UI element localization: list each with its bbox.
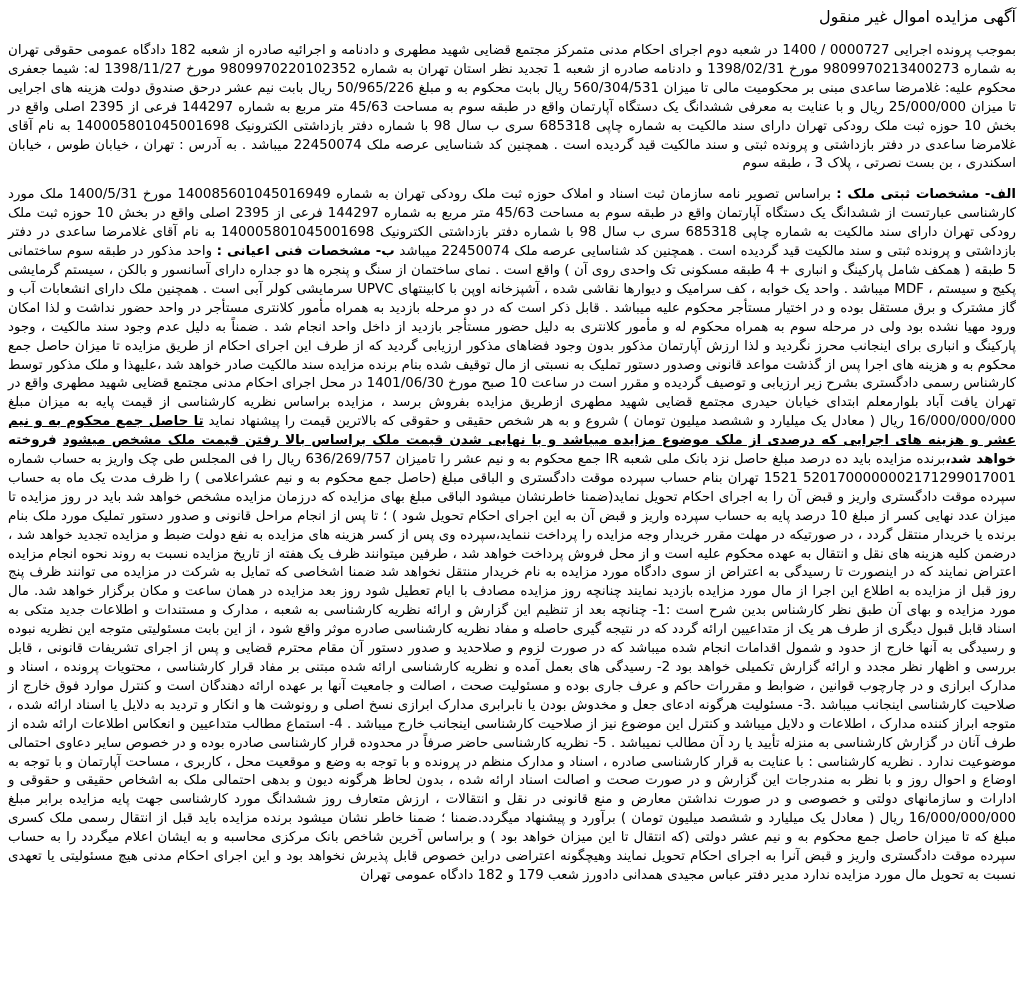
notice-title: آگهی مزایده اموال غیر منقول [819,7,1016,26]
intro-paragraph: بموجب پرونده اجرایی 0000727 / 1400 در شعبه دوم اجرای احکام مدنی متمرکز مجتمع قضایی شهید مطهری و دادنامه و اجرائیه صادره از شعبه 182 دادگاه عمومی حقوقی تهران به شماره 9809970213400273 مورخ 1398/02/31 و دادنامه صادره از شعبه 1 تجدید نظر استان تهران به شماره 9809970220102352 مورخ 1398/11/27 له: شیما جعفری محکوم علیه: غلامرضا ساعدی مبنی بر محکومیت مالی تا میزان 560/304/531 ریال بابت محکوم به و مبلغ 50/965/226 ریال بابت نیم عشر درحق صندوق دولت هزینه های اجرایی تا میزان 25/000/000 ریال و با عنایت به معرفی ششدانگ یک دستگاه آپارتمان واقع در طبقه سوم به مساحت 45/63 متر مربع به شماره 144297 فرعی از 2395 اصلی واقع در بخش 10 حوزه ثبت ملک رودکی تهران دارای سند مالکیت به شماره چاپی 685318 سری ب سال 98 با شماره دفتر بازداشتی الکترونیک 140005801045001698 به نام آقای غلامرضا ساعدی در دفتر بازداشتی و پرونده ثبتی و سند مالکیت قید گردیده است . همچنین کد شناسایی عرصه ملک 22450074 میباشد . به آدرس : تهران ، خیابان طوس ، خیابان اسکندری ، بن بست نصرتی ، پلاک 3 ، طبقه سوم [8,43,1017,172]
sale-condition-bold: فروخته خواهد شد، [8,433,1016,468]
details-paragraph [8,186,1016,886]
section-b-text: واحد مذکور در طبقه سوم ساختمانی 5 طبقه ( همکف شامل پارکینگ و انباری + 4 طبقه مسکونی تک واحدی روی آن ) واقع است . نمای ساختمان از سنگ و پنجره ها دو جداره دارای آسانسور و بالکن ، سیستم گرمایشی پکیج و سیستم ، MDF میباشد . واحد یک خوابه ، کف سرامیک و دیوارها نقاشی شده ، آشپزخانه اوپن با کابینتهای UPVC سرمایشی کولر آبی است . همچنین ملک دارای انشعابات آب و گاز مشترک و برق مستقل بوده و در اختیار مستأجر محکوم علیه میباشد . قابل ذکر است که در دو مرحله بازدید به همراه مأمور کلانتری مستأجر در واحد حضور نداشت و لذا امکان ورود مهیا نشده بود ولی در مرحله سوم به همراه محکوم له و مأمور کلانتری به دلیل حضور مستأجر بازدید از داخل واحد انجام شد . ضمناً به دلیل عدم وجود سند مالکیت ، وجود پارکینگ و انباری برای اینجانب محرز نگردید و لذا ارزش آپارتمان مذکور بدون وجود فضاهای مذکور ارزیابی گردید که از طرف این اجرای احکام از طریق مزایده تا میزان حاصل جمع محکوم به و هزینه های اجرا پس از گذشت مواعد قانونی وصدور دستور تملیک به نسبتی از مال توقیف شده بنام برنده مزایده سند مالکیت صادر خواهد شد ،علیهذا و ملک مذکور توسط کارشناس رسمی دادگستری بشرح زیر ارزیابی و توصیف گردیده و مقرر است در ساعت 10 صبح مورخ 1401/06/30 در محل اجرای احکام مدنی مجتمع قضایی شهید مطهری واقع در تهران یافت آباد بلوارمعلم ابتدای خیابان حیدری مجتمع قضایی شهید مطهری ازطریق مزایده بفروش برسد ، مزایده براساس نظریه کارشناسی از قیمت پایه به میزان مبلغ 16/000/000/000 ریال ( معادل یک میلیارد و ششصد میلیون تومان ) شروع و به هر شخص حقیقی و حقوقی که بالاترین قیمت را پیشنهاد نماید [8,244,1017,430]
section-a-text: براساس تصویر نامه سازمان ثبت اسناد و املاک حوزه ثبت ملک رودکی تهران به شماره 140085601045016949 مورخ 1400/5/31 ملک مورد کارشناسی عبارتست از ششدانگ یک دستگاه آپارتمان واقع در طبقه سوم به مساحت 45/63 متر مربع به شماره 144297 فرعی از 2395 اصلی واقع در بخش 10 حوزه ثبت ملک رودکی تهران دارای سند مالکیت به شماره چاپی 685318 سری ب سال 98 با شماره دفتر بازداشتی الکترونیک 140005801045001698 به نام آقای غلامرضا ساعدی در دفتر بازداشتی و پرونده ثبتی و سند مالکیت قید گردیده است . همچنین کد شناسایی عرصه ملک 22450074 میباشد [8,187,1016,260]
sale-condition-underlined: تا حاصل جمع محکوم به و نیم عشر و هزینه های اجرایی که درصدی از ملک موضوع مزایده میباشد و با نهایی شدن قیمت ملک براساس بالا رفتن قیمت ملک مشخص میشود [8,414,1016,449]
section-b-heading: ب- مشخصات فنی اعیانی : [216,244,395,260]
section-a-heading: الف- مشخصات ثبتی ملک : [836,187,1016,203]
terms-text: برنده مزایده باید ده درصد مبلغ حاصل نزد بانک ملی شعبه IR جمع محکوم به و نیم عشر را تامیزان 636/269/757 ریال را فی المجلس طی چک واریز به حساب شماره 5201700000002171299017001 1521 تهران بنام حساب سپرده موقت دادگستری و الباقی مبلغ (حاصل جمع محکوم به و نیم عشراعلامی ) را ظرف مدت یک ماه به حساب سپرده موقت دادگستری واریز و قبض آن را به اجرای احکام تحویل نماید(ضمنا خاطرنشان میشود الباقی مبلغ بهای مزایده که درزمان مزایده مشخص خواهد شد باید در روز مزایده تا میزان عدد نهایی کسر از مبلغ 10 درصد پایه به حساب سپرده واریز و قبض آن به این اجرای احکام تحویل شود ) ؛ تا پس از انجام مراحل قانونی و صدور دستور تملیک مورد ملک بنام برنده یا خریدار منتقل گردد ، در صورتیکه در مهلت مقرر خریدار وجه مزایده را پرداخت ننماید،سپرده وی پس از کسر هزینه های مزایده به نفع دولت ضبط و مزایده تجدید خواهد شد ، درضمن کلیه هزینه های نقل و انتقال به عهده محکوم علیه است و از محل فروش پرداخت خواهد شد ، طرفین میتوانند ظرف یک هفته از تاریخ مزایده نسبت به روند نحوه انجام مزایده اعتراض نمایند که در اینصورت تا رسیدگی به اعتراض از سوی دادگاه مورد مزایده به نام خریدار منتقل نخواهد شد ضمنا اشخاصی که تمایل به شرکت در مزایده می توانند ظرف پنج روز قبل از مزایده به اطلاع این اجرا از مال مورد مزایده بازدید نمایند چنانچه روز مزایده مصادف با ایام تعطیل شود روز بعد مزایده در همان ساعت و مکان برگزار خواهد شد. مال مورد مزایده و بهای آن طبق نظر کارشناس بدین شرح است :1- چنانچه بعد از تنظیم این گزارش و ارائه نظریه کارشناسی به شعبه ، مدارک و مستندات و اطلاعات جدید متکی به اسناد قابل قبول دیگری از طرف هر یک از متداعیین ارائه گردد که در نتیجه گیری حاصله و مفاد نظریه کارشناسی صادره موثر واقع شود ، از این بابت مسئولیتی متوجه این نظریه نبوده و رسیدگی به آنها خارج از حدود و شمول اقدامات انجام شده میباشد که در صورت لزوم و صلاحدید و صدور دستور آن مقام محترم قضایی و پس از اجرای تشریفات قانونی ، قابل بررسی و اظهار نظر مجدد و ارائه گزارش تکمیلی خواهد بود 2- رسیدگی های بعمل آمده و نظریه کارشناسی ارائه شده مبتنی بر مفاد قرار کارشناسی ، محتویات پرونده ، اسناد و مدارک ابرازی و در چارچوب قوانین ، ضوابط و مقررات حاکم و عرف جاری بوده و مسئولیت صحت ، اصالت و جامعیت آنها بر عهده ارائه دهندگان است و کنترل موارد فوق خارج از صلاحیت کارشناسی اینجانب میباشد .3- مسئولیت هرگونه ادعای جعل و مخدوش بودن یا نابرابری مدارک ابرازی نسخ اصلی و رونوشت ها و انکار و تردید به دلایل یا اسناد ارائه شده ، متوجه ابراز کننده مدارک ، اطلاعات و دلایل میباشد و کنترل این موضوع نیز از صلاحیت کارشناسی اینجانب خارج میباشد . 4- استماع مطالب متداعیین و انعکاس اطلاعات ارائه شده از طرف آنان در گزارش کارشناسی به منزله تأیید یا رد آن مطالب نمیباشد . 5- نظریه کارشناسی حاضر صرفاً در محدوده قرار کارشناسی صادره بوده و در خصوص سایر دعاوی احتمالی موضوعیت ندارد . نظریه کارشناسی : با عنایت به قرار کارشناسی صادره ، اسناد و مدارک منظم در پرونده و با توجه به وضع و موقعیت محل ، کاربری ، مساحت آپارتمان و با توجه به اوضاع و احوال روز و با نظر به مندرجات این گزارش و در صورت صحت و اصالت اسناد ارائه شده ، بدون لحاظ هرگونه دیون و بدهی احتمالی ملک به اشخاص حقیقی و حقوقی و ادارات و سازمانهای دولتی و خصوصی و در صورت نداشتن معارض و منع قانونی در نقل و انتقالات ، ارزش متعارف روز ششدانگ مورد کارشناسی جهت پایه مزایده برابر مبلغ 16/000/000/000 ریال ( معادل یک میلیارد و ششصد میلیون تومان ) برآورد و پیشنهاد میگردد.ضمنا ؛ ضمنا خاطر نشان میشود برنده مزایده باید قبل از انتقال رسمی ملک کسری مبلغ که تا میزان حاصل جمع محکوم به و نیم عشر دولتی (که انتقال تا این میزان خواهد بود ) و براساس آخرین شاخص بانک مرکزی محاسبه و به ایشان اعلام میگردد را به حساب سپرده موقت دادگستری واریز و قبض آنرا به اجرای احکام تحویل نمایند وهیچگونه اعتراضی دراین خصوص قابل پذیرش نخواهد بود و این اجرای احکام مدنی هیچ مسئولیتی یا تعهدی نسبت به تحویل مال مورد مزایده ندارد مدیر دفتر عباس مجیدی همدانی دادورز شعب 179 و 182 دادگاه عمومی تهران [8,452,1017,883]
